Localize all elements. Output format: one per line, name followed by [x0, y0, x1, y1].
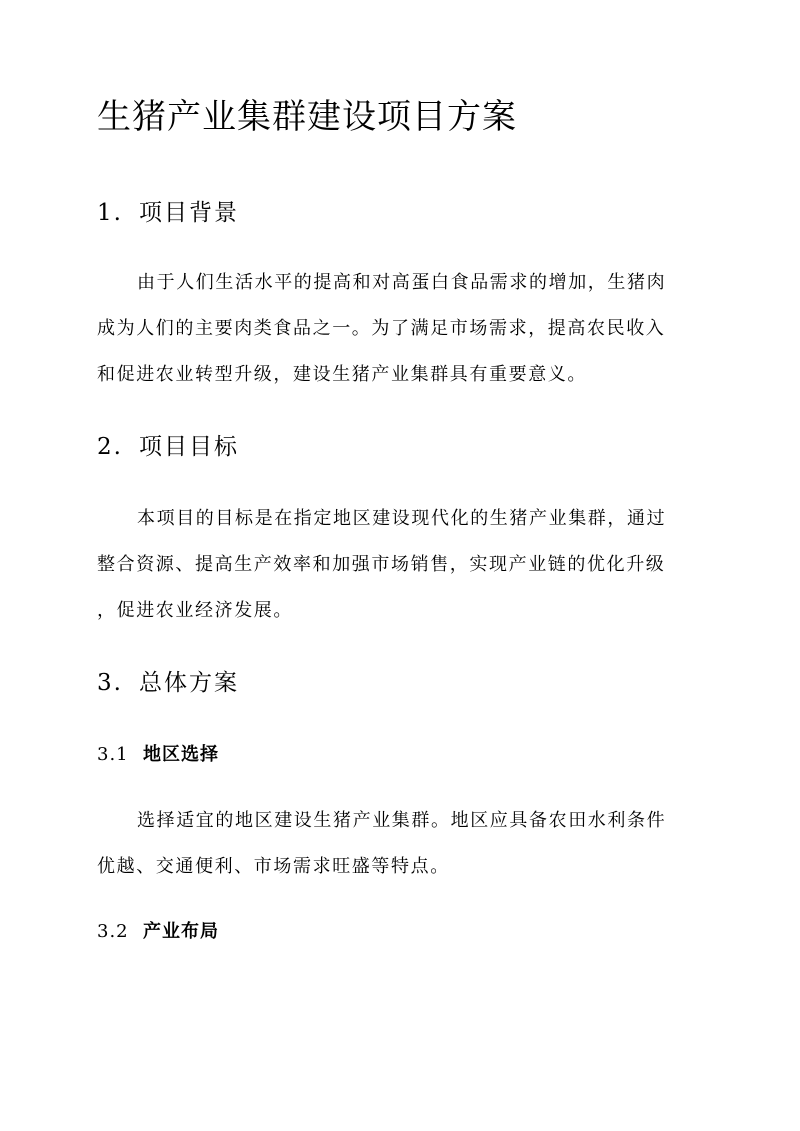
paragraph-line: 由于人们生活水平的提高和对高蛋白食品需求的增加，生猪肉 — [137, 272, 667, 293]
section-heading-background — [97, 196, 239, 230]
paragraph-line: ，促进农业经济发展。 — [97, 600, 293, 621]
document-title: 生猪产业集群建设项目方案 — [97, 97, 517, 137]
section-heading-goals — [97, 430, 239, 464]
section-title: 项目目标 — [139, 434, 239, 460]
subsection-title: 产业布局 — [143, 921, 219, 942]
subsection-heading-region-selection — [97, 741, 219, 769]
section-number: 2. — [97, 434, 123, 460]
section-number: 3. — [97, 670, 123, 696]
section-paragraph-background — [97, 260, 700, 398]
subsection-paragraph-region-selection — [97, 798, 700, 890]
section-number: 1. — [97, 200, 123, 226]
subsection-heading-industry-layout — [97, 918, 219, 946]
paragraph-line: 和促进农业转型升级，建设生猪产业集群具有重要意义。 — [97, 364, 587, 385]
paragraph-line: 选择适宜的地区建设生猪产业集群。地区应具备农田水利条件 — [137, 810, 667, 831]
subsection-number: 3.2 — [97, 921, 129, 942]
section-title: 项目背景 — [139, 200, 239, 226]
section-heading-overall-plan — [97, 666, 239, 700]
subsection-number: 3.1 — [97, 744, 129, 765]
section-title: 总体方案 — [139, 670, 239, 696]
paragraph-line: 优越、交通便利、市场需求旺盛等特点。 — [97, 856, 450, 877]
paragraph-line: 本项目的目标是在指定地区建设现代化的生猪产业集群，通过 — [137, 508, 667, 529]
section-paragraph-goals — [97, 496, 700, 634]
paragraph-line: 整合资源、提高生产效率和加强市场销售，实现产业链的优化升级 — [97, 554, 666, 575]
subsection-title: 地区选择 — [143, 744, 219, 765]
paragraph-line: 成为人们的主要肉类食品之一。为了满足市场需求，提高农民收入 — [97, 318, 666, 339]
